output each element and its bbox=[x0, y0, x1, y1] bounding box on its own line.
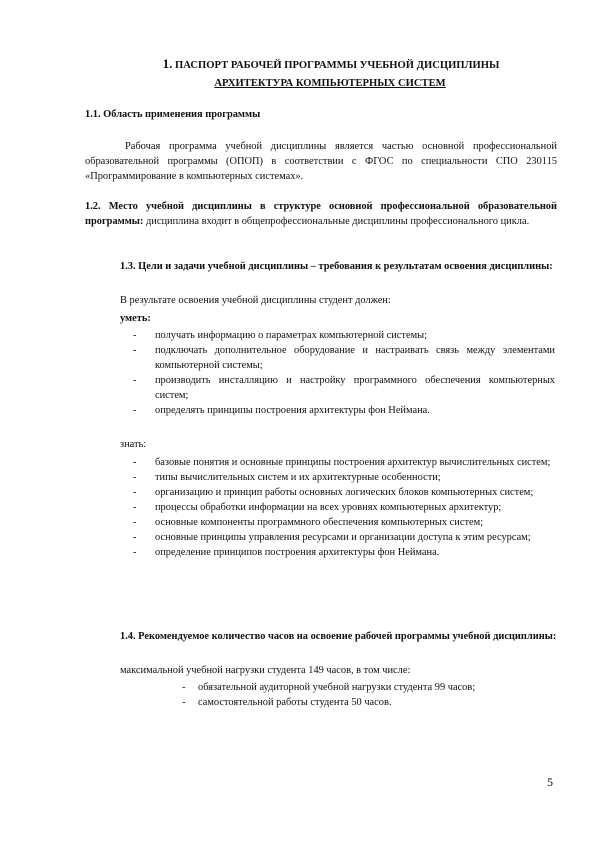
section-1-4-intro: максимальной учебной нагрузки студента 149 часов, в том числе: bbox=[120, 665, 411, 676]
knowledge-item-text: базовые понятия и основные принципы построения архитектур вычислительных систем; bbox=[155, 457, 551, 468]
list-item bbox=[133, 515, 555, 530]
dash-marker: - bbox=[133, 345, 137, 356]
skills-label: уметь: bbox=[120, 313, 151, 324]
document-subtitle: АРХИТЕКТУРА КОМПЬЮТЕРНЫХ СИСТЕМ bbox=[214, 78, 446, 89]
section-1-2-text: дисциплина входит в общепрофессиональные дисциплины профессионального цикла. bbox=[143, 216, 530, 227]
list-item bbox=[182, 695, 558, 710]
knowledge-item-text: процессы обработки информации на всех уровнях компьютерных архитектур; bbox=[155, 502, 502, 513]
knowledge-list bbox=[133, 455, 555, 560]
hours-list bbox=[182, 680, 558, 710]
list-item bbox=[133, 530, 555, 545]
dash-marker: - bbox=[182, 682, 186, 693]
skill-item-text: подключать дополнительное оборудование и настраивать связь между элементами компьютерной системы; bbox=[155, 345, 555, 371]
list-item bbox=[133, 470, 555, 485]
dash-marker: - bbox=[133, 330, 137, 341]
knowledge-item-text: основные компоненты программного обеспечения компьютерных систем; bbox=[155, 517, 484, 528]
knowledge-item-text: типы вычислительных систем и их архитектурные особенности; bbox=[155, 472, 441, 483]
list-item bbox=[133, 343, 555, 373]
section-1-3-heading: 1.3. Цели и задачи учебной дисциплины – требования к результатам освоения дисциплины: bbox=[120, 261, 553, 272]
dash-marker: - bbox=[133, 547, 137, 558]
title-line-1: ПАСПОРТ РАБОЧЕЙ ПРОГРАММЫ УЧЕБНОЙ ДИСЦИПЛИНЫ bbox=[175, 60, 500, 71]
knowledge-item-text: основные принципы управления ресурсами и организации доступа к этим ресурсам; bbox=[155, 532, 531, 543]
skill-item-text: производить инсталляцию и настройку программного обеспечения компьютерных систем; bbox=[155, 375, 555, 401]
dash-marker: - bbox=[133, 472, 137, 483]
dash-marker: - bbox=[133, 457, 137, 468]
page-number: 5 bbox=[547, 775, 553, 789]
list-item bbox=[133, 328, 555, 343]
dash-marker: - bbox=[133, 487, 137, 498]
list-item bbox=[133, 500, 555, 515]
section-1-3-intro: В результате освоения учебной дисциплины студент должен: bbox=[120, 295, 391, 306]
dash-marker: - bbox=[133, 405, 137, 416]
section-1-1-heading: 1.1. Область применения программы bbox=[85, 109, 261, 120]
dash-marker: - bbox=[182, 697, 186, 708]
list-item bbox=[133, 545, 555, 560]
section-1-2-heading: 1.2. Место учебной дисциплины в структуре основной профессиональной образовательной программы: bbox=[85, 201, 557, 227]
document-title bbox=[62, 55, 595, 75]
skills-list bbox=[133, 328, 555, 418]
knowledge-label: знать: bbox=[120, 439, 147, 450]
list-item bbox=[133, 373, 555, 403]
list-item bbox=[133, 485, 555, 500]
list-item bbox=[182, 680, 558, 695]
dash-marker: - bbox=[133, 375, 137, 386]
knowledge-item-text: определение принципов построения архитектуры фон Неймана. bbox=[155, 547, 440, 558]
dash-marker: - bbox=[133, 517, 137, 528]
skill-item-text: определять принципы построения архитектуры фон Неймана. bbox=[155, 405, 430, 416]
dash-marker: - bbox=[133, 502, 137, 513]
section-1-1-text: Рабочая программа учебной дисциплины является частью основной профессиональной образовательной программы (ОПОП) в соответствии с ФГОС по специальности СПО 230115 «Программирование в компьютерных системах». bbox=[85, 141, 557, 182]
hours-item-text: обязательной аудиторной учебной нагрузки студента 99 часов; bbox=[198, 682, 476, 693]
hours-item-text: самостоятельной работы студента 50 часов. bbox=[198, 697, 392, 708]
title-number: 1. bbox=[162, 56, 173, 71]
skill-item-text: получать информацию о параметрах компьютерной системы; bbox=[155, 330, 428, 341]
dash-marker: - bbox=[133, 532, 137, 543]
section-1-4-heading: 1.4. Рекомендуемое количество часов на освоение рабочей программы учебной дисциплины: bbox=[120, 631, 557, 642]
section-1-2 bbox=[85, 199, 557, 229]
list-item bbox=[133, 403, 555, 418]
knowledge-item-text: организацию и принцип работы основных логических блоков компьютерных систем; bbox=[155, 487, 534, 498]
list-item bbox=[133, 455, 555, 470]
